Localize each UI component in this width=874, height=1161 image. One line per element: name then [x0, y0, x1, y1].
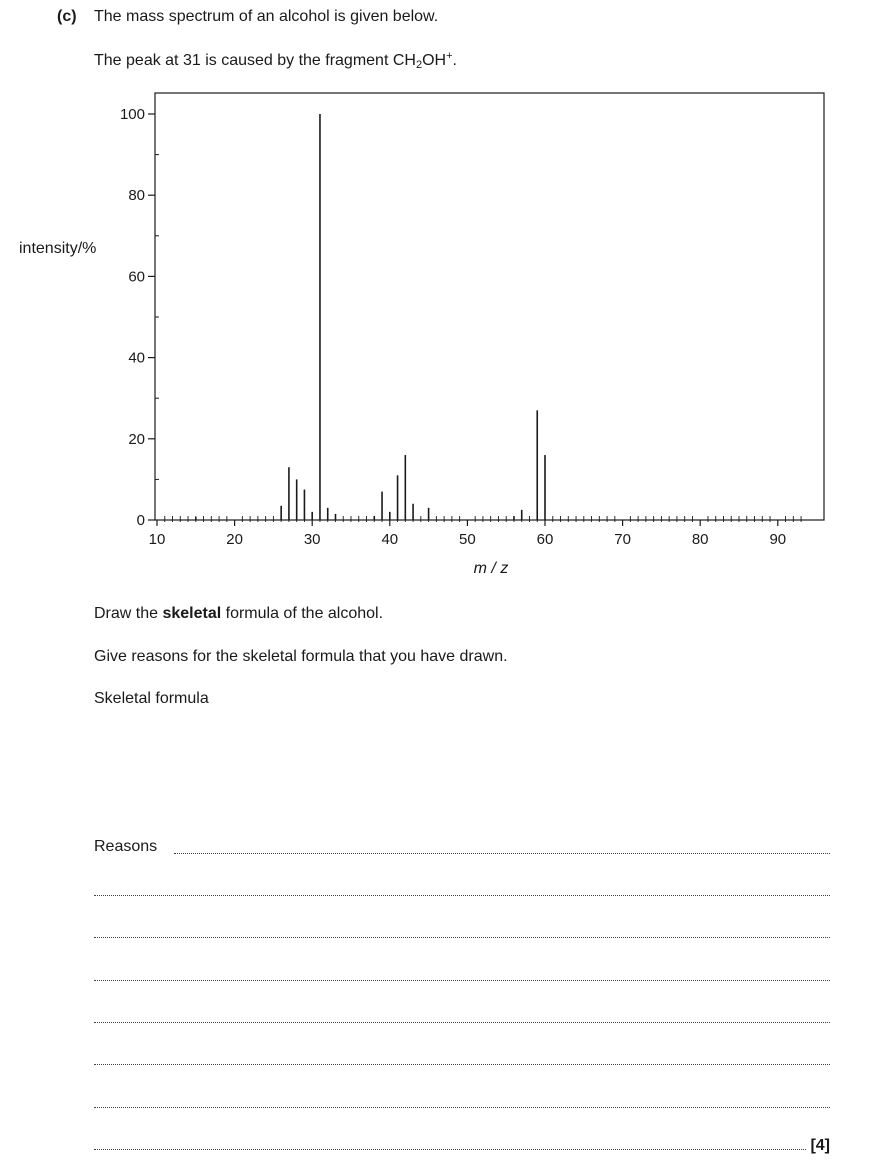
answer-line-1[interactable]	[94, 838, 830, 858]
answer-line-7[interactable]	[94, 1092, 830, 1112]
y-tick-label: 60	[128, 268, 145, 286]
x-tick-label: 70	[614, 531, 631, 548]
x-tick-label: 80	[691, 531, 709, 548]
marks-label: [4]	[810, 1137, 830, 1154]
plot-frame	[155, 93, 824, 520]
y-tick-label: 20	[128, 430, 145, 448]
y-tick-label: 40	[128, 349, 145, 367]
x-tick-label: 90	[769, 531, 787, 548]
question-intro: The mass spectrum of an alcohol is given below.	[94, 8, 439, 25]
answer-line-5[interactable]	[94, 1007, 830, 1027]
mass-spectrum-chart	[0, 80, 874, 590]
fragment-text-pre: The peak at 31 is caused by the fragment CH	[94, 52, 416, 69]
skeletal-formula-label: Skeletal formula	[94, 690, 209, 707]
answer-line-8[interactable]	[94, 1134, 806, 1154]
fragment-superscript: +	[446, 50, 453, 62]
instruction-draw	[94, 605, 383, 623]
x-tick-label: 60	[536, 531, 554, 548]
x-axis-label: m / z	[473, 560, 509, 577]
y-tick-label: 0	[136, 512, 145, 529]
instruction-reasons: Give reasons for the skeletal formula that you have drawn.	[94, 648, 508, 665]
answer-line-2[interactable]	[94, 880, 830, 900]
fragment-statement	[94, 52, 457, 70]
fragment-text-post: .	[452, 52, 457, 69]
instruction-draw-post: formula of the alcohol.	[221, 605, 384, 622]
fragment-text-mid: OH	[422, 52, 447, 69]
answer-line-3[interactable]	[94, 922, 830, 942]
answer-line-6[interactable]	[94, 1049, 830, 1069]
y-tick-label: 80	[128, 187, 145, 205]
x-tick-label: 40	[381, 531, 399, 548]
fragment-subscript: 2	[415, 59, 423, 71]
reasons-label: Reasons	[94, 838, 158, 855]
instruction-draw-bold: skeletal	[162, 605, 222, 622]
x-tick-label: 50	[459, 531, 476, 548]
y-axis-label: intensity/%	[19, 240, 97, 257]
answer-line-4[interactable]	[94, 965, 830, 985]
instruction-draw-pre: Draw the	[94, 605, 163, 622]
question-label: (c)	[57, 8, 77, 25]
y-tick-label: 100	[119, 106, 145, 123]
x-tick-label: 30	[303, 531, 321, 548]
x-tick-label: 20	[226, 531, 243, 548]
x-tick-label: 10	[148, 531, 166, 548]
